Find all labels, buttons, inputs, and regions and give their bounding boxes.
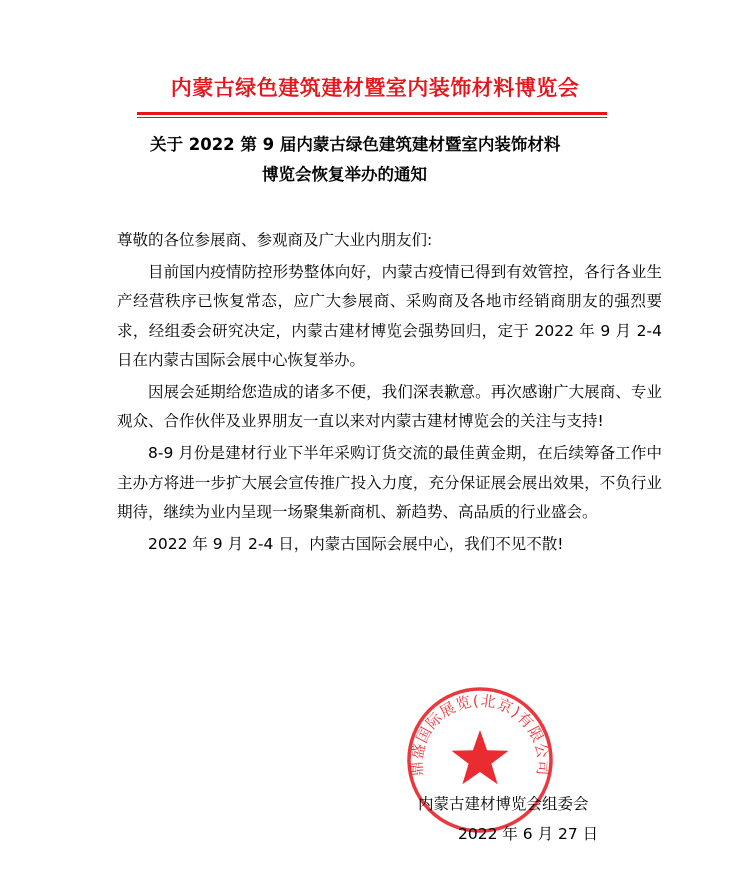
notice-title-line1: 关于 2022 第 9 届内蒙古绿色建筑建材暨室内装饰材料 [150, 135, 561, 154]
notice-title [150, 130, 670, 190]
salutation: 尊敬的各位参展商、参观商及广大业内朋友们: [117, 231, 433, 249]
notice-body [117, 226, 662, 562]
paragraph-closing: 2022 年 9 月 2-4 日，内蒙古国际会展中心，我们不见不散! [148, 535, 564, 554]
header-rule-thin [137, 117, 607, 118]
header-title: 内蒙古绿色建筑建材暨室内装饰材料博览会 [170, 76, 580, 100]
notice-title-line2: 博览会恢复举办的通知 [262, 165, 427, 184]
paragraph-plans: 8-9 月份是建材行业下半年采购订货交流的最佳黄金期，在后续筹备工作中主办方将进一步扩大展会宣传推广投入力度，充分保证展会展出效果，不负行业期待，继续为业内呈现一场聚集新商机、新趋势、高品质的行业盛会。 [117, 444, 662, 521]
paragraph-apology: 因展会延期给您造成的诸多不便，我们深表歉意。再次感谢广大展商、专业观众、合作伙伴及业界朋友一直以来对内蒙古建材博览会的关注与支持! [117, 383, 662, 431]
organizer-name: 内蒙古建材博览会组委会 [418, 795, 589, 813]
issue-date: 2022 年 6 月 27 日 [458, 825, 599, 843]
paragraph-resumption: 目前国内疫情防控形势整体向好，内蒙古疫情已得到有效管控，各行各业生产经营秩序已恢复常态，应广大参展商、采购商及各地市经销商朋友的强烈要求，经组委会研究决定，内蒙古建材博览会强势回归，定于 2022 年 9 月 2-4 日在内蒙古国际会展中心恢复举办。 [117, 263, 662, 369]
signature-block [418, 789, 658, 849]
header-rule-thick [137, 112, 607, 115]
star-icon [452, 730, 509, 784]
seal-text: 鼎盛国际展览(北京)有限公司 [407, 691, 553, 777]
header-double-rule [137, 112, 607, 118]
